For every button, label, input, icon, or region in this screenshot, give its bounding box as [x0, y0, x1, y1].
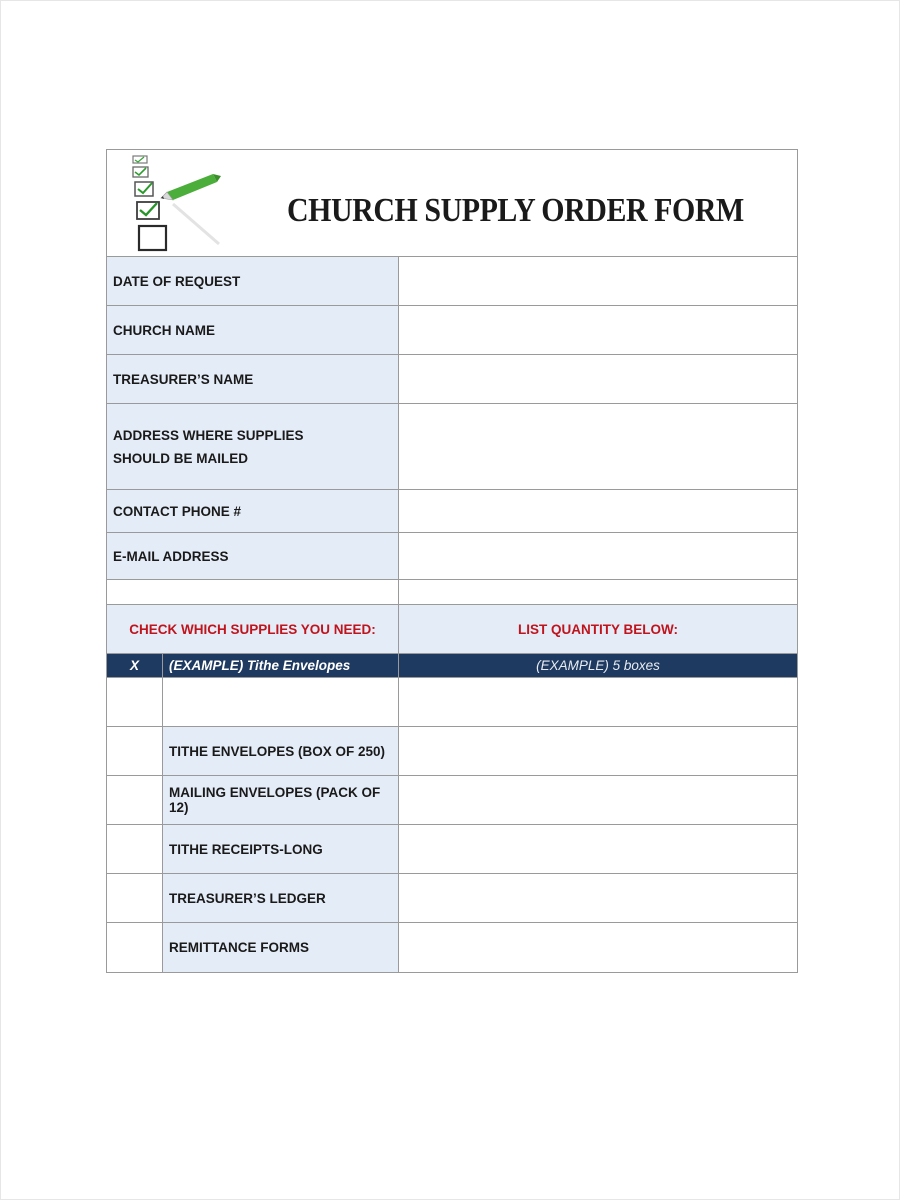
treasurer-name-label: TREASURER’S NAME: [107, 355, 399, 403]
info-row-email: [107, 533, 797, 580]
info-row-date: [107, 257, 797, 306]
spacer-label: [107, 580, 399, 604]
church-name-label: CHURCH NAME: [107, 306, 399, 354]
supplies-header-row: [107, 605, 797, 654]
list-quantity-heading: LIST QUANTITY BELOW:: [399, 605, 797, 653]
info-row-church: [107, 306, 797, 355]
supply-row-mailing-envelopes: [107, 776, 797, 825]
contact-phone-field[interactable]: [399, 490, 797, 532]
remittance-forms-quantity[interactable]: [399, 923, 797, 972]
date-of-request-field[interactable]: [399, 257, 797, 305]
tithe-envelopes-checkbox[interactable]: [107, 727, 163, 775]
email-field[interactable]: [399, 533, 797, 579]
form-header: [107, 150, 797, 257]
example-item: (EXAMPLE) Tithe Envelopes: [163, 654, 399, 677]
treasurers-ledger-checkbox[interactable]: [107, 874, 163, 922]
mailing-envelopes-checkbox[interactable]: [107, 776, 163, 824]
info-row-treasurer: [107, 355, 797, 404]
example-check-mark: X: [107, 654, 163, 677]
date-of-request-label: DATE OF REQUEST: [107, 257, 399, 305]
contact-phone-label: CONTACT PHONE #: [107, 490, 399, 532]
treasurers-ledger-quantity[interactable]: [399, 874, 797, 922]
tithe-receipts-checkbox[interactable]: [107, 825, 163, 873]
info-row-spacer: [107, 580, 797, 605]
mailing-envelopes-quantity[interactable]: [399, 776, 797, 824]
tithe-receipts-quantity[interactable]: [399, 825, 797, 873]
checklist-pen-icon: [121, 154, 231, 254]
remittance-forms-label: REMITTANCE FORMS: [163, 923, 399, 972]
church-name-field[interactable]: [399, 306, 797, 354]
spacer-field: [399, 580, 797, 604]
example-row: [107, 654, 797, 678]
tithe-envelopes-label: TITHE ENVELOPES (BOX OF 250): [163, 727, 399, 775]
info-row-address: [107, 404, 797, 490]
remittance-forms-checkbox[interactable]: [107, 923, 163, 972]
order-form: [106, 149, 798, 973]
supply-row-tithe-envelopes: [107, 727, 797, 776]
mailing-address-field[interactable]: [399, 404, 797, 489]
mailing-envelopes-label: MAILING ENVELOPES (PACK OF 12): [163, 776, 399, 824]
example-quantity: (EXAMPLE) 5 boxes: [536, 658, 660, 673]
tithe-receipts-label: TITHE RECEIPTS-LONG: [163, 825, 399, 873]
mailing-address-label: ADDRESS WHERE SUPPLIES SHOULD BE MAILED: [107, 404, 399, 489]
supply-quantity-field[interactable]: [399, 678, 797, 726]
supply-row-tithe-receipts: [107, 825, 797, 874]
email-label: E-MAIL ADDRESS: [107, 533, 399, 579]
supply-row-remittance-forms: [107, 923, 797, 972]
form-title: CHURCH SUPPLY ORDER FORM: [287, 192, 744, 229]
supply-row-treasurers-ledger: [107, 874, 797, 923]
supply-item-blank: [163, 678, 399, 726]
check-supplies-heading: CHECK WHICH SUPPLIES YOU NEED:: [107, 605, 399, 653]
treasurer-name-field[interactable]: [399, 355, 797, 403]
tithe-envelopes-quantity[interactable]: [399, 727, 797, 775]
supply-row-blank: [107, 678, 797, 727]
info-row-phone: [107, 490, 797, 533]
treasurers-ledger-label: TREASURER’S LEDGER: [163, 874, 399, 922]
supply-checkbox[interactable]: [107, 678, 163, 726]
